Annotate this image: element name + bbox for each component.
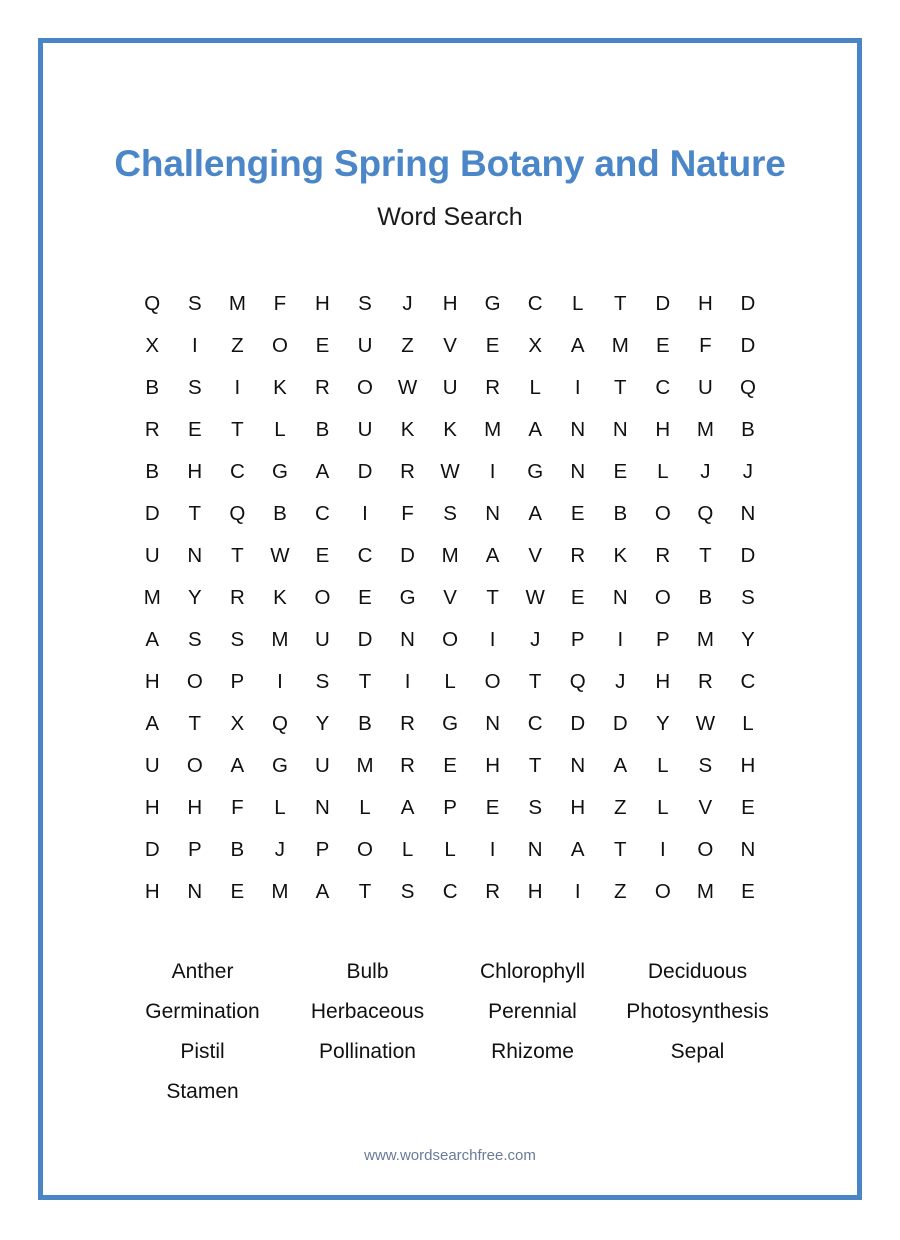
grid-cell[interactable]: P <box>570 628 585 651</box>
grid-cell[interactable]: H <box>187 796 203 819</box>
grid-cell[interactable]: D <box>357 460 373 483</box>
letter-grid <box>131 283 769 913</box>
grid-row <box>131 829 769 871</box>
grid-cell[interactable]: N <box>612 586 628 609</box>
grid-cell[interactable]: O <box>654 586 671 609</box>
grid-cell[interactable]: Z <box>614 796 627 819</box>
grid-cell[interactable]: R <box>400 460 415 483</box>
grid-cell[interactable]: R <box>697 670 713 693</box>
grid-cell[interactable]: S <box>187 292 202 315</box>
grid-cell[interactable]: H <box>144 670 160 693</box>
grid-cell[interactable]: D <box>740 334 756 357</box>
grid-cell[interactable]: H <box>144 796 160 819</box>
grid-cell[interactable]: X <box>230 712 245 735</box>
grid-row <box>131 703 769 745</box>
grid-cell[interactable]: A <box>145 712 160 735</box>
grid-cell[interactable]: G <box>527 460 544 483</box>
grid-cell[interactable]: Q <box>271 712 288 735</box>
grid-cell[interactable]: N <box>740 502 756 525</box>
grid-cell[interactable]: T <box>614 838 627 861</box>
grid-cell[interactable]: U <box>357 334 373 357</box>
grid-cell[interactable]: C <box>442 880 458 903</box>
grid-cell[interactable]: Q <box>144 292 161 315</box>
grid-cell[interactable]: L <box>657 754 669 777</box>
grid-cell[interactable]: I <box>489 460 496 483</box>
grid-cell[interactable]: P <box>315 838 330 861</box>
grid-cell[interactable]: W <box>440 460 460 483</box>
grid-cell[interactable]: N <box>612 418 628 441</box>
grid-cell[interactable]: E <box>613 460 628 483</box>
grid-cell[interactable]: H <box>570 796 586 819</box>
grid-cell[interactable]: B <box>145 460 160 483</box>
grid-cell[interactable]: N <box>740 838 756 861</box>
grid-row <box>131 787 769 829</box>
grid-cell[interactable]: I <box>191 334 198 357</box>
grid-cell[interactable]: T <box>231 418 244 441</box>
grid-cell[interactable]: U <box>697 376 713 399</box>
grid-cell[interactable]: C <box>229 460 245 483</box>
grid-cell[interactable]: E <box>655 334 670 357</box>
grid-cell[interactable]: A <box>315 460 330 483</box>
grid-cell[interactable]: I <box>404 670 411 693</box>
grid-cell[interactable]: S <box>443 502 457 525</box>
grid-cell[interactable]: P <box>655 628 670 651</box>
grid-cell[interactable]: O <box>314 586 331 609</box>
grid-cell[interactable]: P <box>230 670 245 693</box>
grid-cell[interactable]: M <box>696 880 714 903</box>
grid-cell[interactable]: K <box>443 418 457 441</box>
grid-cell[interactable]: B <box>145 376 160 399</box>
grid-cell[interactable]: U <box>442 376 458 399</box>
grid-cell[interactable]: D <box>144 838 160 861</box>
word-list-item[interactable]: Perennial <box>488 1000 577 1023</box>
grid-cell[interactable]: L <box>274 418 286 441</box>
grid-cell[interactable]: Z <box>614 880 627 903</box>
grid-cell[interactable]: E <box>187 418 202 441</box>
grid-cell[interactable]: L <box>401 838 414 861</box>
grid-cell[interactable]: E <box>741 796 755 819</box>
grid-cell[interactable]: B <box>358 712 372 735</box>
grid-cell[interactable]: O <box>442 628 459 651</box>
grid-cell[interactable]: G <box>271 754 288 777</box>
grid-cell[interactable]: H <box>485 754 501 777</box>
grid-cell[interactable]: Q <box>697 502 714 525</box>
grid-cell[interactable]: F <box>231 796 244 819</box>
grid-cell[interactable]: B <box>613 502 628 525</box>
grid-cell[interactable]: O <box>484 670 501 693</box>
grid-cell[interactable]: M <box>271 880 289 903</box>
grid-cell[interactable]: A <box>613 754 628 777</box>
grid-cell[interactable]: M <box>271 628 289 651</box>
grid-cell[interactable]: R <box>315 376 330 399</box>
grid-row <box>131 451 769 493</box>
word-list-item[interactable]: Bulb <box>346 960 389 983</box>
grid-cell[interactable]: O <box>186 670 203 693</box>
grid-cell[interactable]: M <box>696 628 714 651</box>
word-list-item[interactable]: Chlorophyll <box>479 960 586 983</box>
grid-cell[interactable]: C <box>527 712 543 735</box>
grid-cell[interactable]: E <box>230 880 245 903</box>
grid-cell[interactable]: S <box>741 586 755 609</box>
grid-cell[interactable]: W <box>270 544 290 567</box>
grid-cell[interactable]: H <box>187 460 203 483</box>
grid-cell[interactable]: S <box>315 670 330 693</box>
grid-row <box>131 409 769 451</box>
grid-cell[interactable]: Q <box>739 376 756 399</box>
grid-cell[interactable]: V <box>443 334 457 357</box>
grid-cell[interactable]: D <box>740 292 756 315</box>
grid-cell[interactable]: Q <box>569 670 586 693</box>
grid-cell[interactable]: M <box>611 334 629 357</box>
grid-cell[interactable]: S <box>698 754 713 777</box>
grid-cell[interactable]: R <box>485 880 501 903</box>
grid-cell[interactable]: S <box>230 628 245 651</box>
grid-cell[interactable]: N <box>187 544 203 567</box>
grid-cell[interactable]: J <box>402 292 413 315</box>
grid-cell[interactable]: O <box>654 880 671 903</box>
grid-cell[interactable]: J <box>530 628 541 651</box>
grid-cell[interactable]: D <box>357 628 373 651</box>
grid-cell[interactable]: T <box>358 880 372 903</box>
grid-cell[interactable]: I <box>489 838 496 861</box>
grid-cell[interactable]: S <box>528 796 543 819</box>
grid-cell[interactable]: G <box>399 586 416 609</box>
grid-cell[interactable]: E <box>315 334 330 357</box>
grid-cell[interactable]: A <box>315 880 330 903</box>
grid-cell[interactable]: H <box>655 670 671 693</box>
grid-cell[interactable]: V <box>443 586 457 609</box>
grid-cell[interactable]: B <box>698 586 713 609</box>
grid-cell[interactable]: E <box>443 754 457 777</box>
grid-cell[interactable]: H <box>655 418 671 441</box>
grid-cell[interactable]: I <box>234 376 241 399</box>
grid-cell[interactable]: J <box>274 838 286 861</box>
grid-cell[interactable]: E <box>570 502 585 525</box>
grid-cell[interactable]: K <box>400 418 415 441</box>
page-title: Challenging Spring Botany and Nature <box>114 143 786 184</box>
grid-cell[interactable]: T <box>528 754 542 777</box>
grid-cell[interactable]: K <box>613 544 628 567</box>
grid-cell[interactable]: O <box>654 502 671 525</box>
grid-cell[interactable]: M <box>484 418 502 441</box>
grid-cell[interactable]: L <box>742 712 754 735</box>
grid-row <box>131 745 769 787</box>
grid-row <box>131 661 769 703</box>
word-list-item[interactable]: Deciduous <box>647 960 748 983</box>
grid-cell[interactable]: E <box>358 586 372 609</box>
word-list-row <box>120 952 780 992</box>
grid-cell[interactable]: I <box>489 628 496 651</box>
grid-cell[interactable]: E <box>741 880 755 903</box>
grid-cell[interactable]: E <box>315 544 330 567</box>
grid-cell[interactable]: S <box>187 628 202 651</box>
grid-cell[interactable]: R <box>655 544 671 567</box>
grid-cell[interactable]: N <box>187 880 203 903</box>
grid-cell[interactable]: F <box>273 292 287 315</box>
grid-cell[interactable]: B <box>741 418 755 441</box>
grid-cell[interactable]: R <box>229 586 245 609</box>
grid-cell[interactable]: P <box>187 838 202 861</box>
grid-cell[interactable]: T <box>486 586 499 609</box>
grid-cell[interactable]: M <box>696 418 714 441</box>
grid-cell[interactable]: M <box>356 754 374 777</box>
grid-cell[interactable]: C <box>655 376 671 399</box>
grid-cell[interactable]: V <box>528 544 543 567</box>
grid-cell[interactable]: H <box>740 754 756 777</box>
grid-cell[interactable]: L <box>657 796 669 819</box>
grid-cell[interactable]: I <box>574 376 581 399</box>
grid-cell[interactable]: R <box>400 754 415 777</box>
grid-cell[interactable]: N <box>570 418 586 441</box>
grid-cell[interactable]: A <box>570 334 585 357</box>
word-list-row <box>120 1032 780 1072</box>
grid-cell[interactable]: Z <box>401 334 414 357</box>
grid-cell[interactable]: H <box>315 292 330 315</box>
grid-cell[interactable]: G <box>484 292 501 315</box>
grid-cell[interactable]: N <box>400 628 415 651</box>
grid-cell[interactable]: O <box>357 838 373 861</box>
grid-row <box>131 577 769 619</box>
word-list-item[interactable]: Photosynthesis <box>626 1000 769 1023</box>
grid-cell[interactable]: K <box>273 586 287 609</box>
grid-cell[interactable]: D <box>400 544 415 567</box>
grid-cell[interactable]: A <box>528 502 543 525</box>
grid-cell[interactable]: L <box>572 292 584 315</box>
grid-cell[interactable]: T <box>188 502 202 525</box>
grid-cell[interactable]: E <box>485 334 500 357</box>
grid-cell[interactable]: S <box>400 880 415 903</box>
grid-cell[interactable]: Y <box>741 628 755 651</box>
grid-cell[interactable]: C <box>527 292 543 315</box>
grid-cell[interactable]: A <box>485 544 500 567</box>
grid-cell[interactable]: U <box>315 754 330 777</box>
grid-cell[interactable]: A <box>570 838 585 861</box>
grid-cell[interactable]: D <box>144 502 160 525</box>
grid-row <box>131 535 769 577</box>
grid-cell[interactable]: X <box>528 334 543 357</box>
grid-cell[interactable]: Q <box>229 502 246 525</box>
grid-cell[interactable]: N <box>485 712 501 735</box>
grid-cell[interactable]: J <box>742 460 754 483</box>
grid-cell[interactable]: L <box>529 376 541 399</box>
word-list-row <box>120 992 780 1032</box>
grid-cell[interactable]: S <box>187 376 202 399</box>
grid-cell[interactable]: I <box>659 838 666 861</box>
grid-cell[interactable]: N <box>570 754 586 777</box>
grid-cell[interactable]: D <box>612 712 628 735</box>
grid-cell[interactable]: L <box>444 838 456 861</box>
grid-cell[interactable]: C <box>357 544 373 567</box>
word-list-item[interactable]: Sepal <box>670 1040 725 1063</box>
grid-cell[interactable]: A <box>528 418 543 441</box>
grid-cell[interactable]: E <box>485 796 500 819</box>
grid-cell[interactable]: X <box>145 334 160 357</box>
grid-cell[interactable]: U <box>144 544 160 567</box>
word-list-item[interactable]: Herbaceous <box>310 1000 425 1023</box>
grid-cell[interactable]: N <box>527 838 543 861</box>
grid-cell[interactable]: E <box>570 586 585 609</box>
grid-cell[interactable]: T <box>528 670 542 693</box>
word-list-item[interactable]: Pistil <box>180 1040 225 1063</box>
grid-cell[interactable]: U <box>357 418 373 441</box>
grid-cell[interactable]: A <box>400 796 415 819</box>
grid-cell[interactable]: N <box>570 460 586 483</box>
grid-cell[interactable]: B <box>230 838 245 861</box>
word-list <box>120 952 780 1112</box>
word-list-item[interactable]: Rhizome <box>491 1040 574 1063</box>
grid-cell[interactable]: R <box>144 418 160 441</box>
word-list-item[interactable]: Stamen <box>166 1080 239 1103</box>
grid-cell[interactable]: D <box>740 544 756 567</box>
grid-cell[interactable]: R <box>485 376 501 399</box>
grid-cell[interactable]: J <box>700 460 711 483</box>
grid-cell[interactable]: R <box>570 544 586 567</box>
grid-cell[interactable]: W <box>695 712 716 735</box>
grid-row <box>131 871 769 913</box>
grid-cell[interactable]: I <box>574 880 581 903</box>
word-list-item[interactable]: Germination <box>145 1000 260 1023</box>
grid-cell[interactable]: D <box>570 712 586 735</box>
grid-cell[interactable]: U <box>144 754 160 777</box>
grid-cell[interactable]: W <box>525 586 545 609</box>
grid-cell[interactable]: R <box>400 712 415 735</box>
grid-cell[interactable]: H <box>697 292 713 315</box>
grid-cell[interactable]: G <box>442 712 459 735</box>
grid-cell[interactable]: L <box>274 796 286 819</box>
grid-cell[interactable]: H <box>527 880 543 903</box>
grid-cell[interactable]: H <box>144 880 160 903</box>
grid-cell[interactable]: I <box>277 670 283 693</box>
grid-cell[interactable]: A <box>145 628 160 651</box>
grid-cell[interactable]: P <box>443 796 457 819</box>
grid-cell[interactable]: Y <box>655 712 670 735</box>
grid-cell[interactable]: W <box>397 376 418 399</box>
grid-cell[interactable]: B <box>273 502 287 525</box>
grid-cell[interactable]: Y <box>315 712 330 735</box>
grid-row <box>131 283 769 325</box>
grid-cell[interactable]: S <box>358 292 372 315</box>
word-list-item[interactable]: Anther <box>171 960 234 983</box>
grid-cell[interactable]: T <box>699 544 712 567</box>
grid-cell[interactable]: M <box>143 586 161 609</box>
grid-cell[interactable]: Z <box>231 334 244 357</box>
grid-cell[interactable]: O <box>357 376 373 399</box>
grid-cell[interactable]: L <box>444 670 456 693</box>
grid-row <box>131 367 769 409</box>
grid-cell[interactable]: L <box>657 460 669 483</box>
word-list-item[interactable]: Pollination <box>319 1040 416 1063</box>
grid-cell[interactable]: N <box>485 502 501 525</box>
grid-cell[interactable]: H <box>442 292 458 315</box>
grid-cell[interactable]: C <box>315 502 330 525</box>
grid-cell[interactable]: F <box>401 502 414 525</box>
grid-cell[interactable]: A <box>230 754 245 777</box>
grid-cell[interactable]: I <box>362 502 368 525</box>
grid-cell[interactable]: T <box>614 292 627 315</box>
grid-cell[interactable]: M <box>228 292 246 315</box>
grid-cell[interactable]: M <box>441 544 459 567</box>
grid-cell[interactable]: C <box>740 670 756 693</box>
grid-cell[interactable]: T <box>231 544 244 567</box>
grid-cell[interactable]: O <box>697 838 714 861</box>
grid-cell[interactable]: L <box>359 796 371 819</box>
grid-cell[interactable]: J <box>615 670 626 693</box>
grid-cell[interactable]: O <box>186 754 203 777</box>
grid-row <box>131 619 769 661</box>
grid-cell[interactable]: O <box>271 334 288 357</box>
page-subtitle: Word Search <box>377 203 523 231</box>
grid-cell[interactable]: G <box>271 460 288 483</box>
grid-cell[interactable]: N <box>315 796 330 819</box>
grid-cell[interactable]: Y <box>187 586 202 609</box>
grid-cell[interactable]: F <box>699 334 712 357</box>
grid-cell[interactable]: B <box>315 418 330 441</box>
grid-cell[interactable]: T <box>614 376 627 399</box>
grid-cell[interactable]: T <box>188 712 202 735</box>
grid-row <box>131 493 769 535</box>
grid-cell[interactable]: T <box>358 670 372 693</box>
grid-cell[interactable]: U <box>315 628 330 651</box>
word-list-row <box>120 1072 780 1112</box>
grid-cell[interactable]: K <box>273 376 287 399</box>
grid-row <box>131 325 769 367</box>
grid-cell[interactable]: D <box>655 292 671 315</box>
footer-url: www.wordsearchfree.com <box>364 1147 536 1164</box>
grid-cell[interactable]: I <box>617 628 624 651</box>
grid-cell[interactable]: V <box>698 796 713 819</box>
